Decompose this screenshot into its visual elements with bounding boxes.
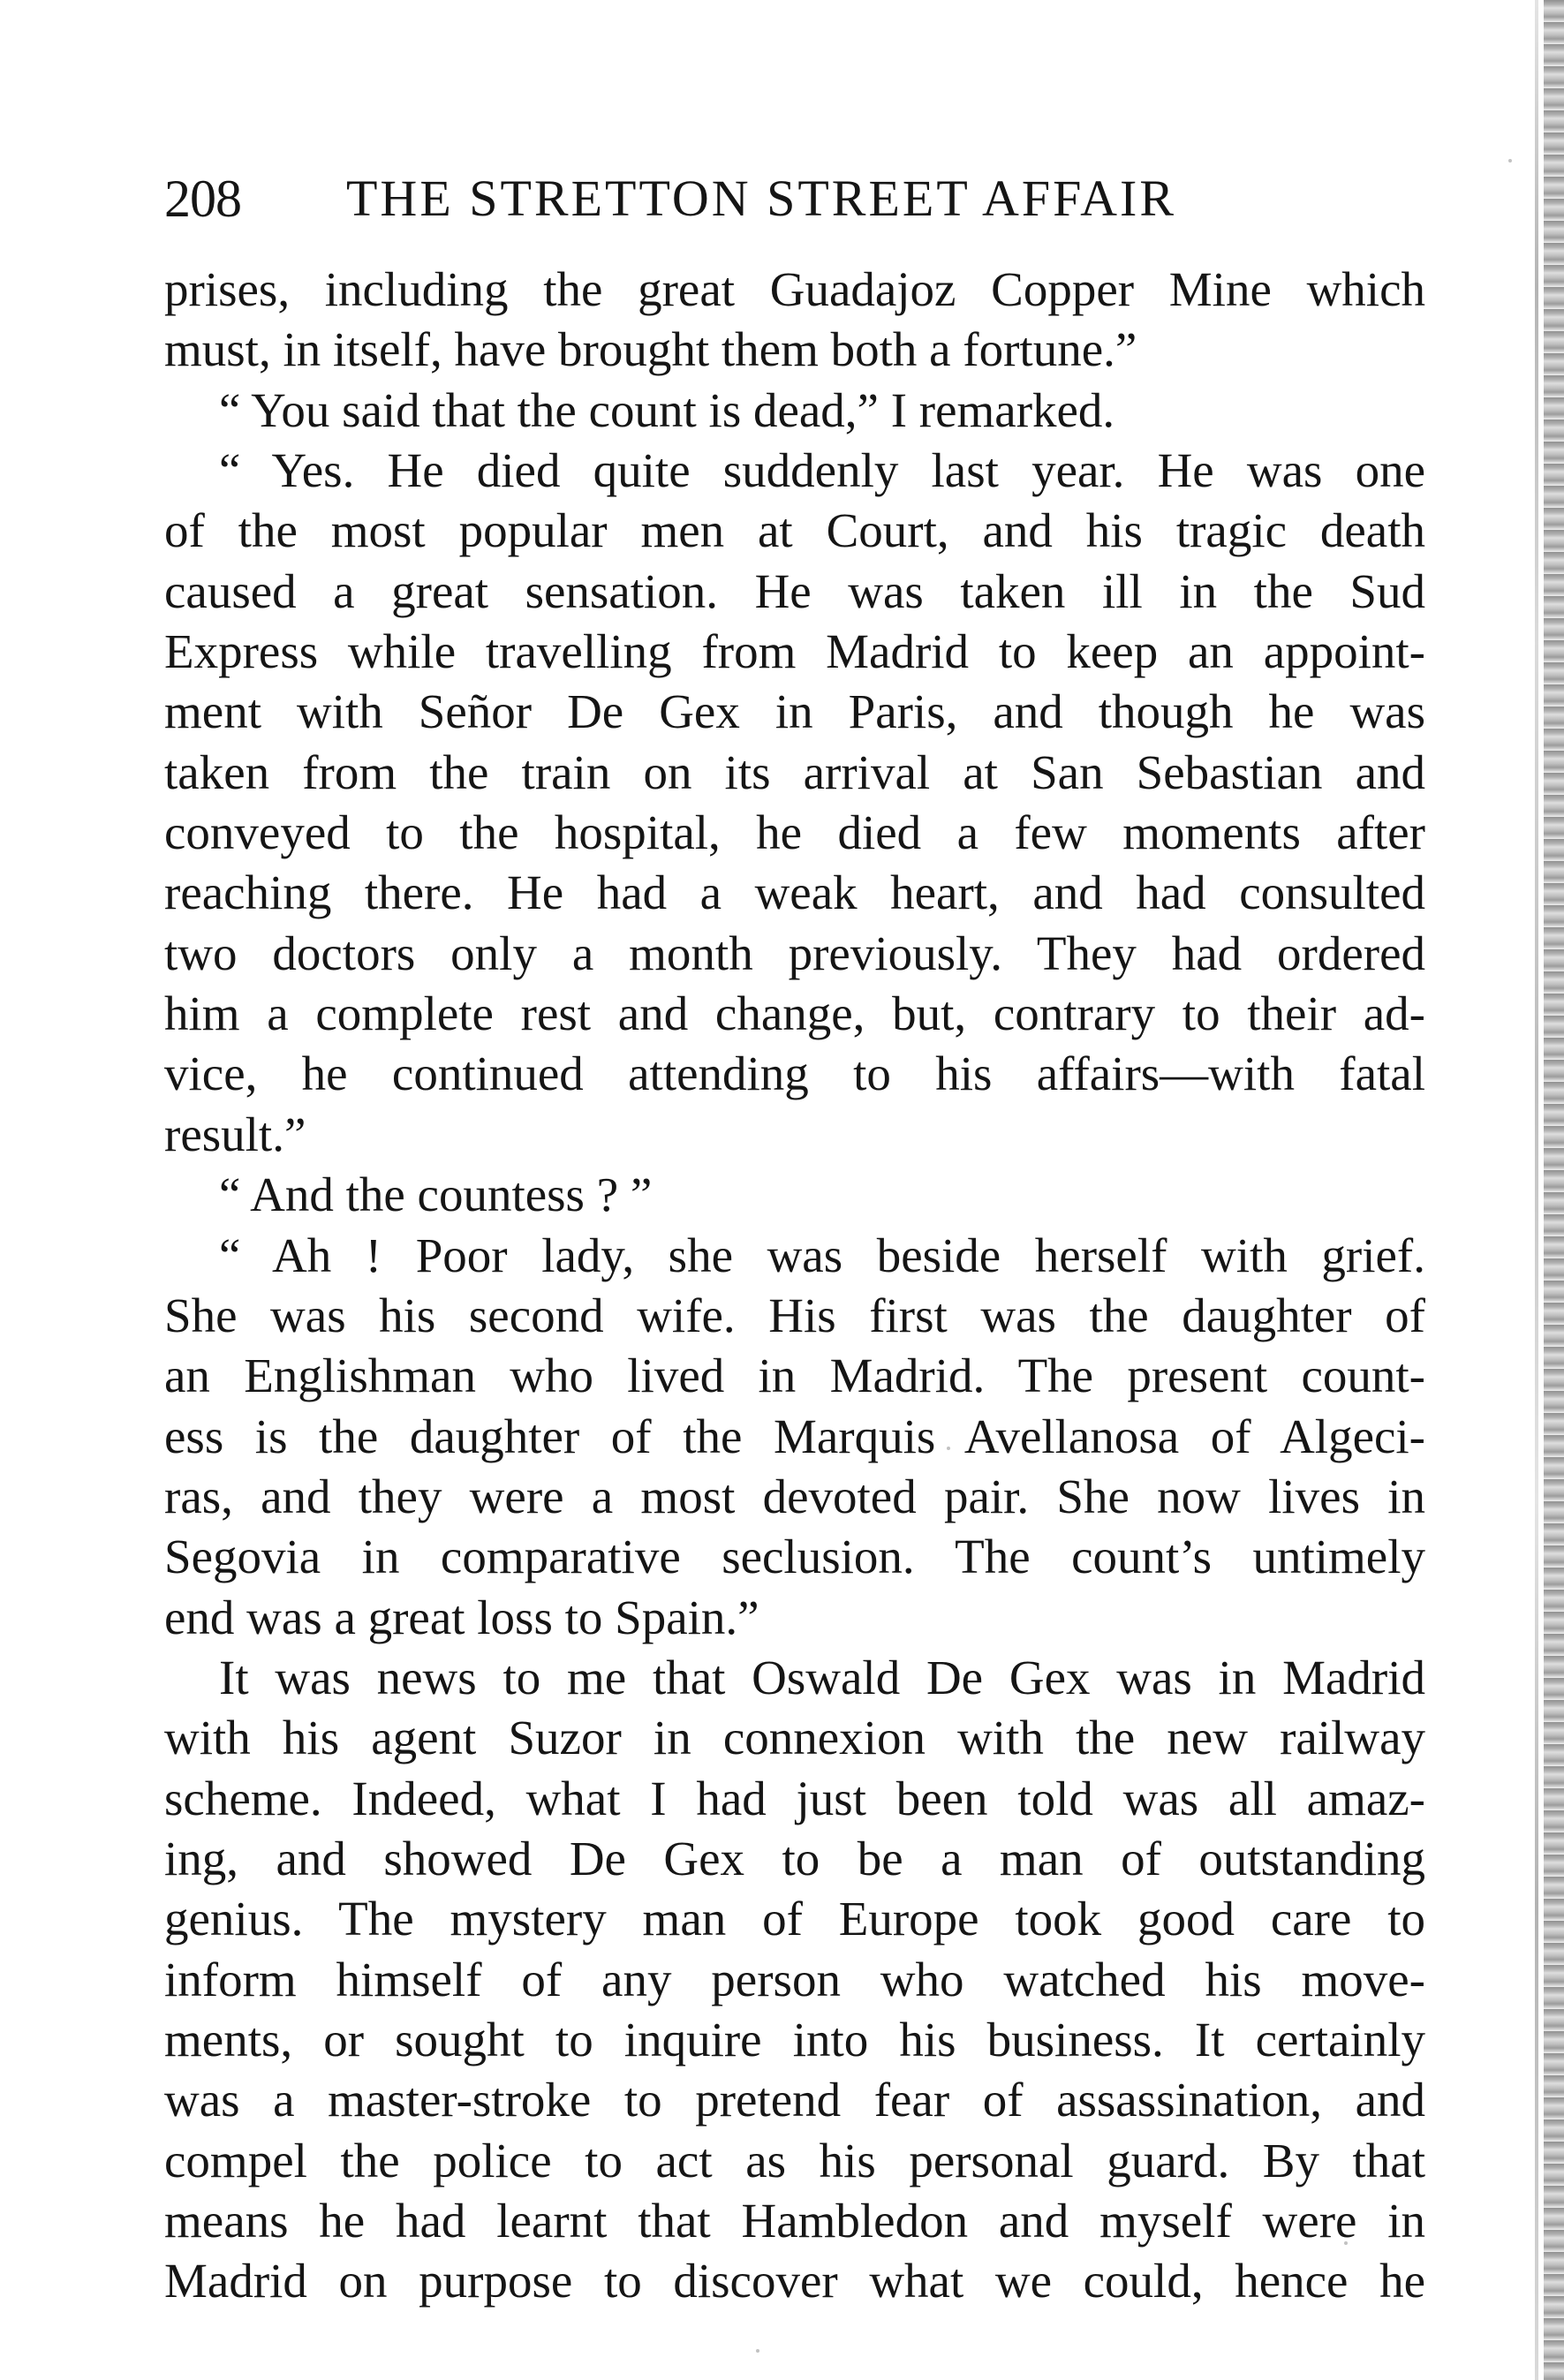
running-title: THE STRETTON STREET AFFAIR (346, 170, 1177, 227)
text-line: inform himself of any person who watched his move- (164, 1952, 1425, 2006)
text-line: Madrid on purpose to discover what we could, hence he (164, 2254, 1425, 2308)
page-edge-texture (1544, 0, 1564, 2380)
text-line: an Englishman who lived in Madrid. The present count- (164, 1349, 1425, 1403)
text-line: means he had learnt that Hambledon and myself were in (164, 2194, 1425, 2248)
text-line: “ You said that the count is dead,” I remarked. (219, 382, 1115, 437)
text-line: taken from the train on its arrival at San Sebastian and (164, 744, 1425, 799)
text-line: must, in itself, have brought them both a fortune.” (164, 322, 1137, 377)
text-line: two doctors only a month previously. They had ordered (164, 926, 1425, 980)
paper-speck (1344, 2241, 1348, 2245)
text-line: compel the police to act as his personal guard. By that (164, 2133, 1425, 2187)
text-line: vice, he continued attending to his affairs—with fatal (164, 1046, 1425, 1101)
text-line: reaching there. He had a weak heart, and had consulted (164, 865, 1425, 920)
body-text (164, 260, 1425, 2312)
text-line: end was a great loss to Spain.” (164, 1590, 759, 1644)
text-line: It was news to me that Oswald De Gex was in Madrid (219, 1650, 1425, 1704)
text-line: him a complete rest and change, but, contrary to their ad- (164, 986, 1425, 1041)
text-line: conveyed to the hospital, he died a few moments after (164, 805, 1425, 860)
paper-speck (947, 1447, 950, 1450)
text-line: with his agent Suzor in connexion with the new railway (164, 1711, 1425, 1765)
text-line: She was his second wife. His first was the daughter of (164, 1288, 1425, 1342)
text-line: ess is the daughter of the Marquis Avellanosa of Algeci- (164, 1409, 1425, 1463)
text-line: of the most popular men at Court, and his tragic death (164, 503, 1425, 558)
text-line: caused a great sensation. He was taken ill in the Sud (164, 563, 1425, 618)
paper-speck (1508, 159, 1512, 162)
text-line: Segovia in comparative seclusion. The count’s untimely (164, 1530, 1425, 1584)
text-line: ments, or sought to inquire into his business. It certainly (164, 2012, 1425, 2066)
text-line: prises, including the great Guadajoz Copper Mine which (164, 262, 1425, 316)
text-line: scheme. Indeed, what I had just been told was all amaz- (164, 1771, 1425, 1825)
text-line: genius. The mystery man of Europe took good care to (164, 1892, 1425, 1946)
text-line: ras, and they were a most devoted pair. She now lives in (164, 1469, 1425, 1523)
page-number: 208 (164, 170, 241, 228)
text-line: was a master-stroke to pretend fear of assassination, and (164, 2073, 1425, 2127)
paper-speck (756, 2349, 759, 2353)
text-line: “ Yes. He died quite suddenly last year. He was one (219, 443, 1425, 498)
text-line: ment with Señor De Gex in Paris, and though he was (164, 684, 1425, 739)
page-edge-shadow (1535, 0, 1538, 2380)
text-line: ing, and showed De Gex to be a man of outstanding (164, 1831, 1425, 1885)
text-line: Express while travelling from Madrid to keep an appoint- (164, 624, 1425, 679)
text-line: “ Ah ! Poor lady, she was beside herself with grief. (219, 1228, 1425, 1282)
text-line: “ And the countess ? ” (219, 1167, 653, 1222)
running-header (164, 163, 1418, 234)
text-line: result.” (164, 1107, 306, 1161)
